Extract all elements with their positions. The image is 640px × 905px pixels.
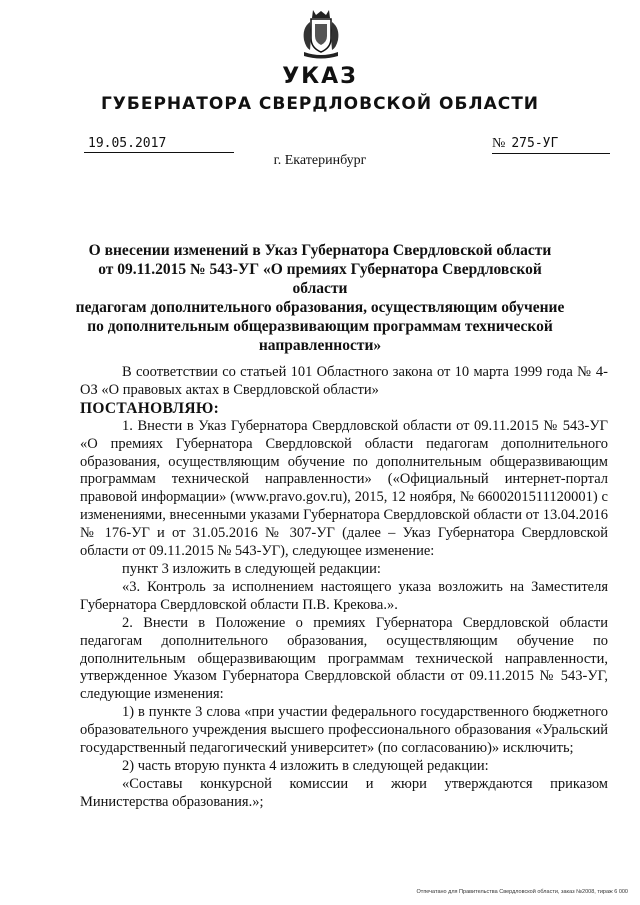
document-body xyxy=(80,364,608,812)
clause-1-instruction: пункт 3 изложить в следующей редакции: xyxy=(122,560,381,577)
issuing-authority: ГУБЕРНАТОРА СВЕРДЛОВСКОЙ ОБЛАСТИ xyxy=(100,94,540,114)
title-line: педагогам дополнительного образования, осуществляющим обучение xyxy=(75,299,565,316)
city-line: г. Екатеринбург xyxy=(273,153,367,168)
title-line: по дополнительным общеразвивающим программам технической xyxy=(87,318,553,335)
clause-1-paragraph: 1. Внести в Указ Губернатора Свердловской области от 09.11.2015 № 543-УГ «О премиях Губернатора Свердловской области педагогам дополнительного образования, осуществляющим обучение по дополнительным общеразвивающим программам технической направленности» («Официальный интернет-портал правовой информации» (www.pravo.gov.ru), 2015, 12 ноября, № 6600201511120001) с изменениями, внесенными указами Губернатора Свердловской области от 13.04.2016 № 176-УГ и от 31.05.2016 № 307-УГ (далее – Указ Губернатора Свердловской области от 09.11.2015 № 543-УГ), следующее изменение: xyxy=(80,417,608,560)
clause-2-item-2: 2) часть вторую пункта 4 изложить в следующей редакции: xyxy=(122,757,489,774)
title-line: направленности» xyxy=(258,337,382,354)
clause-2-item-1: 1) в пункте 3 слова «при участии федерального государственного бюджетного образовательного учреждения высшего профессионального образования «Уральский государственный педагогический университет» (по согласованию)» исключить; xyxy=(80,704,608,757)
title-line: О внесении изменений в Указ Губернатора Свердловской области xyxy=(88,242,552,259)
document-title xyxy=(70,241,570,355)
coat-of-arms-icon xyxy=(296,8,346,60)
title-line: от 09.11.2015 № 543-УГ «О премиях Губернатора Свердловской области xyxy=(98,261,542,297)
clause-2-item-2-quote: «Составы конкурсной комиссии и жюри утверждаются приказом Министерства образования.»; xyxy=(80,775,608,810)
preamble-paragraph: В соответствии со статьей 101 Областного закона от 10 марта 1999 года № 4-ОЗ «О правовых актах в Свердловской области» xyxy=(80,364,608,398)
document-number-field xyxy=(492,136,610,154)
decree-word: ПОСТАНОВЛЯЮ: xyxy=(80,399,220,417)
document-type-heading: УКАЗ xyxy=(282,64,358,89)
document-date: 19.05.2017 xyxy=(84,136,234,153)
clause-2-paragraph: 2. Внести в Положение о премиях Губернатора Свердловской области педагогам дополнительного образования, осуществляющим обучение по дополнительным общеразвивающим программам технической направленности, утвержденное Указом Губернатора Свердловской области от 09.11.2015 № 543-УГ, следующие изменения: xyxy=(80,614,608,703)
clause-1-quote: «3. Контроль за исполнением настоящего указа возложить на Заместителя Губернатора Свердловской области П.В. Крекова.». xyxy=(80,578,608,613)
document-number: 275-УГ xyxy=(511,136,559,151)
print-footer: Отпечатано для Правительства Свердловской области, заказ №2008, тираж 6 000 xyxy=(416,889,628,895)
number-sign: № xyxy=(492,136,506,151)
